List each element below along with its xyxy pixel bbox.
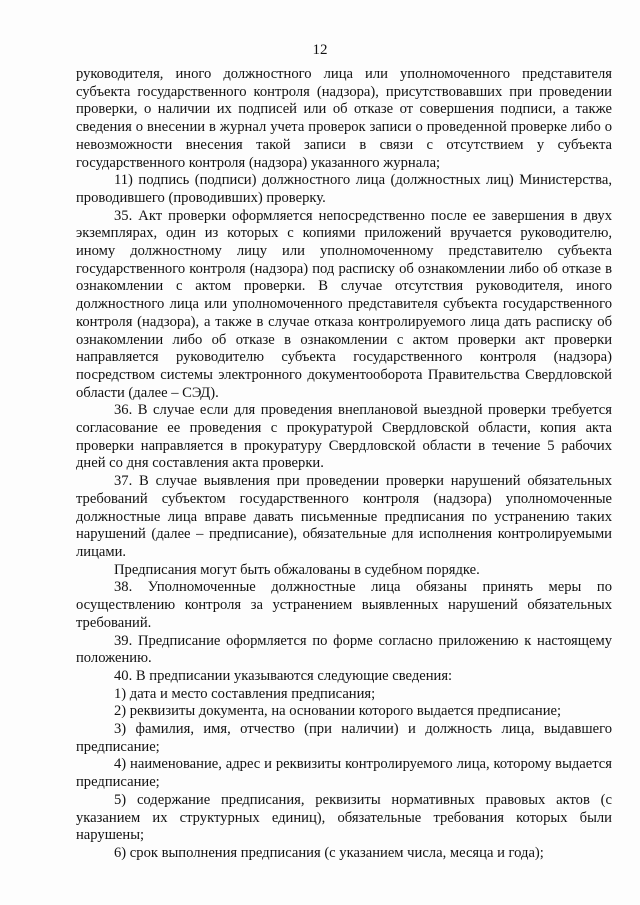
paragraph-40-item-3: 3) фамилия, имя, отчество (при наличии) и должность лица, выдавшего предписание; <box>76 721 612 755</box>
page-number: 12 <box>312 42 328 58</box>
paragraph-40: 40. В предписании указываются следующие сведения: <box>114 667 453 684</box>
paragraph-40-item-5: 5) содержание предписания, реквизиты нормативных правовых актов (с указанием их структурных единиц), обязательные требования которых были нарушены; <box>76 791 612 844</box>
paragraph-appeal: Предписания могут быть обжалованы в судебном порядке. <box>114 561 480 578</box>
paragraph-40-item-2: 2) реквизиты документа, на основании которого выдается предписание; <box>114 703 562 720</box>
document-body <box>76 66 612 863</box>
paragraph-37: 37. В случае выявления при проведении проверки нарушений обязательных требований субъектом государственного контроля (надзора) уполномоченные должностные лица вправе давать письменные предписания по устранению таких нарушений (далее – предписание), обязательные для исполнения контролируемыми лицами. <box>76 473 612 560</box>
paragraph-38: 38. Уполномоченные должностные лица обязаны принять меры по осуществлению контроля за устранением выявленных нарушений обязательных требований. <box>76 579 612 631</box>
paragraph-40-item-6: 6) срок выполнения предписания (с указанием числа, месяца и года); <box>114 844 544 861</box>
paragraph-item-11: 11) подпись (подписи) должностного лица (должностных лиц) Министерства, проводившего (проводивших) проверку. <box>76 172 612 206</box>
paragraph-40-item-1: 1) дата и место составления предписания; <box>114 685 376 702</box>
paragraph-35: 35. Акт проверки оформляется непосредственно после ее завершения в двух экземплярах, один из которых с копиями приложений вручается руководителю, иному должностному лицу или уполномоченному представителю субъекта государственного контроля (надзора) под расписку об ознакомлении либо об отказе в ознакомлении с актом проверки. В случае отсутствия руководителя, иного должностного лица или уполномоченного представителя субъекта государственного контроля (надзора), а также в случае отказа контролируемого лица дать расписку об ознакомлении либо об отказе в ознакомлении с актом проверки акт проверки направляется руководителю субъекта государственного контроля (надзора) посредством системы электронного документооборота Правительства Свердловской области (далее – СЭД). <box>76 207 612 401</box>
paragraph-36: 36. В случае если для проведения внеплановой выездной проверки требуется согласование ее проведения с прокуратурой Свердловской области, копия акта проверки направляется в прокуратуру Свердловской области в течение 5 рабочих дней со дня составления акта проверки. <box>76 402 612 472</box>
paragraph-39: 39. Предписание оформляется по форме согласно приложению к настоящему положению. <box>76 632 612 667</box>
paragraph-continuation: руководителя, иного должностного лица или уполномоченного представителя субъекта государственного контроля (надзора), присутствовавших при проведении проверки, о наличии их подписей или об отказе от совершения подписи, а также сведения о внесении в журнал учета проверок записи о проведенной проверке либо о невозможности внесения такой записи в связи с отсутствием у субъекта государственного контроля (надзора) указанного журнала; <box>76 66 612 171</box>
paragraph-40-item-4: 4) наименование, адрес и реквизиты контролируемого лица, которому выдается предписание; <box>76 756 612 791</box>
